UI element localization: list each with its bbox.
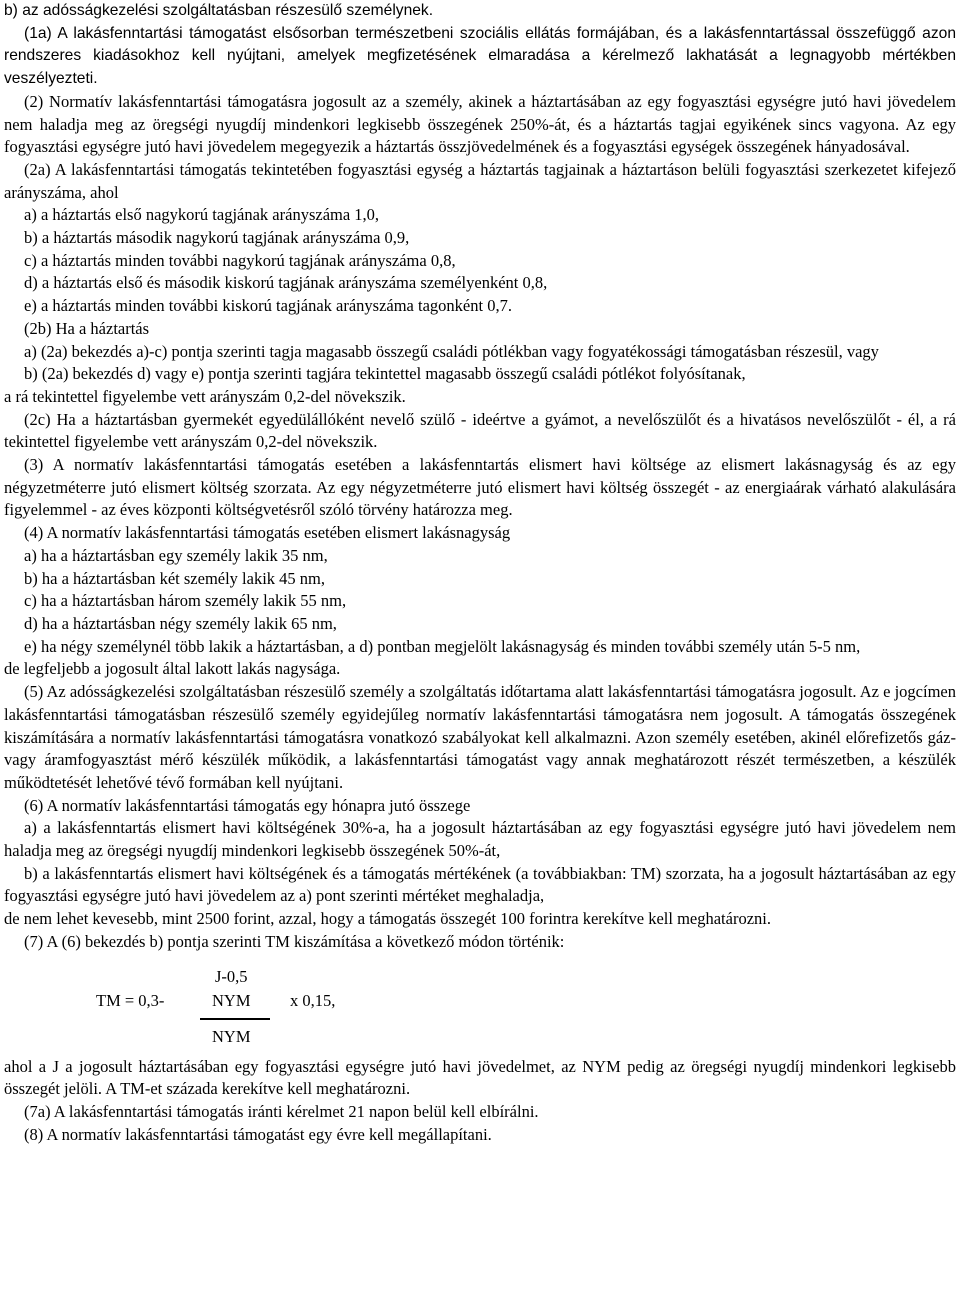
paragraph-1a: (1a) A lakásfenntartási támogatást elsősorban természetbeni szociális ellátás formájában, és a lakásfenntartással összefüggő azon rendszeres kiadásokhoz kell nyújtani, amelyek megfizetésének elmaradása a kérelmező lakhatását a legnagyobb mértékben veszélyezteti. <box>4 24 956 88</box>
formula-multiplier: x 0,15, <box>290 990 336 1010</box>
paragraph-4-e: e) ha négy személynél több lakik a háztartásban, a d) pontban megjelölt lakásnagyság és minden további személy után 5-5 nm, <box>24 636 861 656</box>
tm-formula <box>0 956 960 1048</box>
paragraph-6-tail: de nem lehet kevesebb, mint 2500 forint, azzal, hogy a támogatás összegét 100 forintra kerekítve kell meghatározni. <box>4 909 771 929</box>
list-item: b) ha a háztartásban két személy lakik 45 nm, <box>24 568 326 588</box>
formula-fraction-bar <box>200 1018 270 1020</box>
formula-lhs: TM = 0,3- <box>96 990 165 1010</box>
paragraph-2 <box>0 91 960 159</box>
list-item: d) a háztartás első és második kiskorú tagjának arányszáma személyenként 0,8, <box>24 273 548 293</box>
paragraph-6-a: a) a lakásfenntartás elismert havi költségének 30%-a, ha a jogosult háztartásában az egy fogyasztási egységre jutó havi jövedelem nem haladja meg az öregségi nyugdíj mindenkori legkisebb összegének 50%-át, <box>4 818 956 861</box>
paragraph-7: (7) A (6) bekezdés b) pontja szerinti TM kiszámítása a következő módon történik: <box>24 931 565 951</box>
paragraph-2b-b: b) (2a) bekezdés d) vagy e) pontja szerinti tagjára tekintettel magasabb összegű családi pótlékot folyósítanak, <box>24 364 746 384</box>
paragraph-6: (6) A normatív lakásfenntartási támogatás egy hónapra jutó összege <box>24 795 471 815</box>
paragraph-3: (3) A normatív lakásfenntartási támogatás esetében a lakásfenntartás elismert havi költsége az elismert lakásnagyság és az egy négyzetméterre jutó elismert költség szorzata. Az egy négyzetméterre jutó elismert havi költség összegét - az energiaárak várható alakulására figyelemmel - az éves központi költségvetésről szóló törvény határozza meg. <box>4 455 956 520</box>
paragraph-4: (4) A normatív lakásfenntartási támogatás esetében elismert lakásnagyság <box>24 523 511 543</box>
paragraph-5: (5) Az adósságkezelési szolgáltatásban részesülő személy a szolgáltatás időtartama alatt lakásfenntartási támogatásra jogosult. Az e jogcímen lakásfenntartási támogatásban részesülő személy egyidejűleg normatív lakásfenntartási támogatásra nem jogosult. A támogatás összegének kiszámítására a normatív lakásfenntartási támogatásra vonatkozó szabályokat kell alkalmazni. Azon személy esetében, akinél előrefizetős gáz- vagy áramfogyasztást mérő készülék működik, a lakásfenntartási támogatást vagy annak meghatározott részét természetben, a készülék működtetését lehetővé tévő formában kell nyújtani. <box>4 682 956 792</box>
paragraph-8: (8) A normatív lakásfenntartási támogatást egy évre kell megállapítani. <box>24 1124 492 1144</box>
paragraph-6-b: b) a lakásfenntartás elismert havi költségének és a támogatás mértékének (a továbbiakban: TM) szorzata, ha a jogosult háztartásában az egy fogyasztási egységre jutó havi jövedelem az a) pont szerinti mértéket meghaladja, <box>4 863 956 906</box>
list-item: c) a háztartás minden további nagykorú tagjának arányszáma 0,8, <box>24 250 456 270</box>
formula-numerator: J-0,5 <box>215 966 248 986</box>
list-item: b) a háztartás második nagykorú tagjának arányszáma 0,9, <box>24 228 410 248</box>
list-item: a) ha a háztartásban egy személy lakik 35 nm, <box>24 545 328 565</box>
paragraph-1b-tail: b) az adósságkezelési szolgáltatásban részesülő személynek. <box>4 2 434 19</box>
paragraph-2-text: (2) Normatív lakásfenntartási támogatásra jogosult az a személy, akinek a háztartásában az egy fogyasztási egységre jutó havi jövedelem nem haladja meg az öregségi nyugdíj mindenkori legkisebb összegének 250%-át, és a háztartás tagjai egyikének sincs vagyona. <box>4 91 956 134</box>
paragraph-7-explanation: ahol a J a jogosult háztartásában egy fogyasztási egységre jutó havi jövedelmet, az NYM pedig az öregségi nyugdíj mindenkori legkisebb összegét jelöli. A TM-et százada kerekítve kell meghatározni. <box>4 1056 956 1099</box>
formula-middle: NYM <box>212 990 251 1010</box>
list-item: e) a háztartás minden további kiskorú tagjának arányszáma tagonként 0,7. <box>24 296 512 316</box>
formula-denominator: NYM <box>212 1026 251 1046</box>
list-item: c) ha a háztartásban három személy lakik 55 nm, <box>24 591 347 611</box>
paragraph-2c: (2c) Ha a háztartásban gyermekét egyedülállóként nevelő szülő - ideértve a gyámot, a nevelőszülőt és a hivatásos nevelőszülőt - él, a rá tekintettel figyelembe vett arányszám 0,2-del növekszik. <box>4 409 956 452</box>
paragraph-7a: (7a) A lakásfenntartási támogatás iránti kérelmet 21 napon belül kell elbírálni. <box>24 1101 539 1121</box>
list-item: d) ha a háztartásban négy személy lakik 65 nm, <box>24 613 337 633</box>
paragraph-2a: (2a) A lakásfenntartási támogatás tekintetében fogyasztási egység a háztartás tagjainak a háztartáson belüli fogyasztási szerkezetet kifejező arányszáma, ahol <box>4 159 956 202</box>
list-item: a) a háztartás első nagykorú tagjának arányszáma 1,0, <box>24 205 380 225</box>
paragraph-2-continuation: Az egy fogyasztási egységre jutó havi jövedelem megegyezik a háztartás összjövedelmének és a fogyasztási egységek összegének hányadosával. <box>4 114 956 157</box>
paragraph-2b-a: a) (2a) bekezdés a)-c) pontja szerinti tagja magasabb összegű családi pótlékban vagy fogyatékossági támogatásban részesül, vagy <box>24 341 879 361</box>
paragraph-2b-tail: a rá tekintettel figyelembe vett arányszám 0,2-del növekszik. <box>4 386 406 406</box>
paragraph-2b: (2b) Ha a háztartás <box>24 318 150 338</box>
paragraph-4-tail: de legfeljebb a jogosult által lakott lakás nagysága. <box>4 659 341 679</box>
